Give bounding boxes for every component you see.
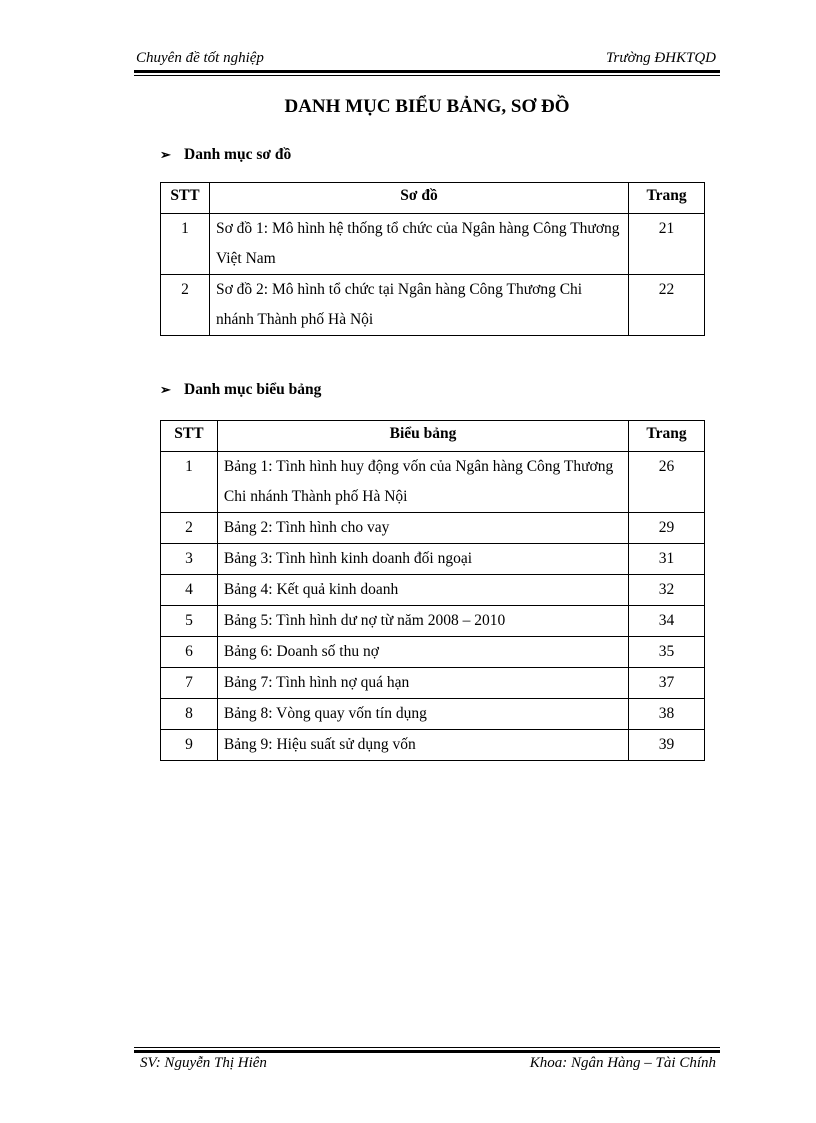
row-name: Bảng 3: Tình hình kinh doanh đối ngoại — [217, 544, 628, 575]
row-page: 37 — [629, 668, 705, 699]
section-heading-text: Danh mục sơ đồ — [184, 146, 292, 163]
table-row — [161, 637, 705, 668]
table-row — [161, 544, 705, 575]
row-page: 32 — [629, 575, 705, 606]
row-page: 38 — [629, 699, 705, 730]
header-left-text: Chuyên đề tốt nghiệp — [136, 50, 264, 66]
row-stt: 1 — [161, 214, 210, 275]
diagram-list-table — [160, 182, 705, 336]
row-page: 34 — [629, 606, 705, 637]
row-stt: 2 — [161, 513, 218, 544]
table-row — [161, 730, 705, 761]
column-header-name: Sơ đồ — [209, 183, 628, 214]
header-rule-thick — [134, 70, 720, 73]
row-name: Bảng 9: Hiệu suất sử dụng vốn — [217, 730, 628, 761]
table-header-row — [161, 421, 705, 452]
row-name: Sơ đồ 1: Mô hình hệ thống tổ chức của Ngân hàng Công Thương Việt Nam — [209, 214, 628, 275]
row-page: 35 — [629, 637, 705, 668]
section-heading-text: Danh mục biểu bảng — [184, 381, 322, 398]
row-stt: 4 — [161, 575, 218, 606]
column-header-stt: STT — [161, 421, 218, 452]
row-page: 29 — [629, 513, 705, 544]
column-header-name: Biểu bảng — [217, 421, 628, 452]
table-row — [161, 275, 705, 336]
column-header-page: Trang — [629, 183, 705, 214]
row-name: Bảng 6: Doanh số thu nợ — [217, 637, 628, 668]
page-title: DANH MỤC BIỂU BẢNG, SƠ ĐỒ — [284, 96, 570, 117]
table-row — [161, 452, 705, 513]
section-heading-diagrams — [160, 146, 291, 164]
row-stt: 6 — [161, 637, 218, 668]
row-name: Bảng 1: Tình hình huy động vốn của Ngân hàng Công Thương Chi nhánh Thành phố Hà Nội — [217, 452, 628, 513]
footer-right-text: Khoa: Ngân Hàng – Tài Chính — [529, 1055, 716, 1071]
page-header — [134, 48, 720, 68]
header-right-text: Trường ĐHKTQD — [606, 50, 716, 66]
row-stt: 8 — [161, 699, 218, 730]
row-stt: 3 — [161, 544, 218, 575]
row-name: Sơ đồ 2: Mô hình tổ chức tại Ngân hàng Công Thương Chi nhánh Thành phố Hà Nội — [209, 275, 628, 336]
table-row — [161, 668, 705, 699]
row-page: 39 — [629, 730, 705, 761]
table-row — [161, 214, 705, 275]
row-stt: 7 — [161, 668, 218, 699]
row-stt: 2 — [161, 275, 210, 336]
table-list-table — [160, 420, 705, 761]
arrow-bullet-icon: ➢ — [160, 382, 171, 397]
row-name: Bảng 2: Tình hình cho vay — [217, 513, 628, 544]
row-name: Bảng 7: Tình hình nợ quá hạn — [217, 668, 628, 699]
row-page: 31 — [629, 544, 705, 575]
footer-left-text: SV: Nguyễn Thị Hiên — [140, 1055, 267, 1071]
row-name: Bảng 5: Tình hình dư nợ từ năm 2008 – 2010 — [217, 606, 628, 637]
row-stt: 9 — [161, 730, 218, 761]
row-stt: 5 — [161, 606, 218, 637]
page-footer — [134, 1055, 720, 1075]
table-row — [161, 513, 705, 544]
row-name: Bảng 8: Vòng quay vốn tín dụng — [217, 699, 628, 730]
header-rule-thin — [134, 75, 720, 76]
table-header-row — [161, 183, 705, 214]
arrow-bullet-icon: ➢ — [160, 147, 171, 162]
row-name: Bảng 4: Kết quả kinh doanh — [217, 575, 628, 606]
footer-rule-thick — [134, 1050, 720, 1053]
row-page: 26 — [629, 452, 705, 513]
row-stt: 1 — [161, 452, 218, 513]
table-row — [161, 699, 705, 730]
row-page: 22 — [629, 275, 705, 336]
table-row — [161, 606, 705, 637]
footer-rule-thin — [134, 1047, 720, 1048]
column-header-stt: STT — [161, 183, 210, 214]
table-row — [161, 575, 705, 606]
section-heading-tables — [160, 381, 321, 399]
row-page: 21 — [629, 214, 705, 275]
column-header-page: Trang — [629, 421, 705, 452]
